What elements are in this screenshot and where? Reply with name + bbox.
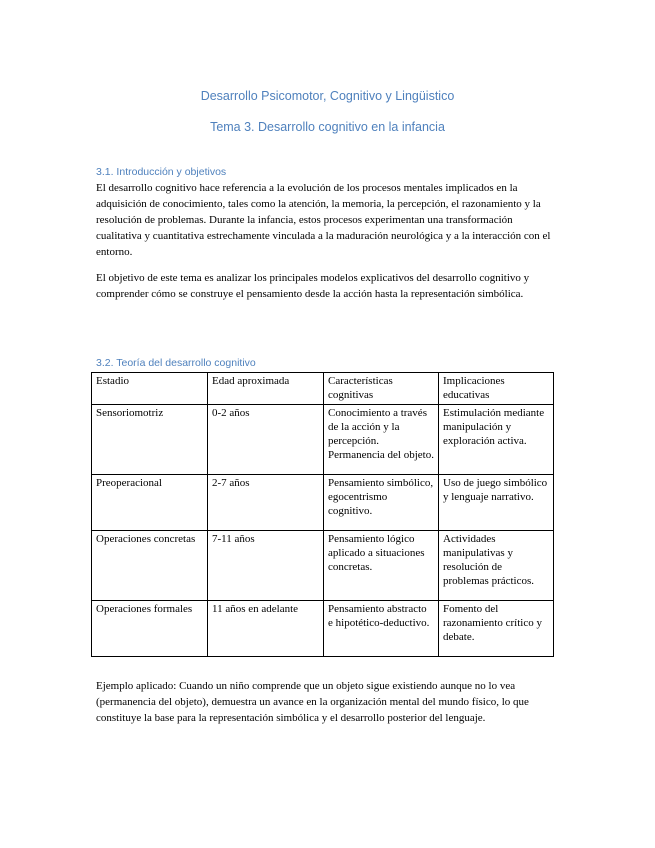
table-cell: 7-11 años bbox=[208, 531, 324, 601]
table-header-row bbox=[92, 373, 554, 405]
section-2-heading: 3.2. Teoría del desarrollo cognitivo bbox=[96, 357, 256, 369]
table-row bbox=[92, 405, 554, 475]
stages-table bbox=[91, 372, 554, 657]
table-row bbox=[92, 531, 554, 601]
header-cell: Características cognitivas bbox=[324, 373, 439, 405]
table-row bbox=[92, 601, 554, 657]
table-cell: Operaciones concretas bbox=[92, 531, 208, 601]
document-subtitle: Tema 3. Desarrollo cognitivo en la infancia bbox=[210, 120, 445, 134]
table-cell: Pensamiento simbólico, egocentrismo cognitivo. bbox=[324, 475, 439, 531]
table-cell: 11 años en adelante bbox=[208, 601, 324, 657]
table-cell: Uso de juego simbólico y lenguaje narrativo. bbox=[439, 475, 554, 531]
table-cell: Pensamiento abstracto e hipotético-deductivo. bbox=[324, 601, 439, 657]
header-cell: Estadio bbox=[92, 373, 208, 405]
table-cell: Pensamiento lógico aplicado a situaciones concretas. bbox=[324, 531, 439, 601]
document-title: Desarrollo Psicomotor, Cognitivo y Lingüistico bbox=[200, 89, 455, 103]
table-cell: Conocimiento a través de la acción y la percepción. Permanencia del objeto. bbox=[324, 405, 439, 475]
table-cell: Actividades manipulativas y resolución de problemas prácticos. bbox=[439, 531, 554, 601]
table-cell: 2-7 años bbox=[208, 475, 324, 531]
applied-example-paragraph: Ejemplo aplicado: Cuando un niño comprende que un objeto sigue existiendo aunque no lo vea (permanencia del objeto), demuestra un avance en la organización mental del mundo físico, lo que constituye la base para la representación simbólica y el desarrollo posterior del lenguaje. bbox=[96, 680, 529, 724]
table-cell: 0-2 años bbox=[208, 405, 324, 475]
table-cell: Estimulación mediante manipulación y exploración activa. bbox=[439, 405, 554, 475]
table-cell: Operaciones formales bbox=[92, 601, 208, 657]
header-cell: Edad aproximada bbox=[208, 373, 324, 405]
intro-paragraph: El desarrollo cognitivo hace referencia a la evolución de los procesos mentales implicados en la adquisición de conocimiento, tales como la atención, la memoria, la percepción, el razonamiento y la resolución de problemas. Durante la infancia, estos procesos experimentan una transformación cualitativa y cuantitativa estrechamente vinculada a la maduración neurológica y a la interacción con el entorno. bbox=[96, 182, 551, 258]
objective-paragraph: El objetivo de este tema es analizar los principales modelos explicativos del desarrollo cognitivo y comprender cómo se construye el pensamiento desde la acción hasta la representación simbólica. bbox=[96, 272, 530, 300]
table-cell: Fomento del razonamiento crítico y debate. bbox=[439, 601, 554, 657]
header-cell: Implicaciones educativas bbox=[439, 373, 554, 405]
section-1-heading: 3.1. Introducción y objetivos bbox=[96, 166, 227, 178]
table-cell: Sensoriomotriz bbox=[92, 405, 208, 475]
table-cell: Preoperacional bbox=[92, 475, 208, 531]
table-row bbox=[92, 475, 554, 531]
